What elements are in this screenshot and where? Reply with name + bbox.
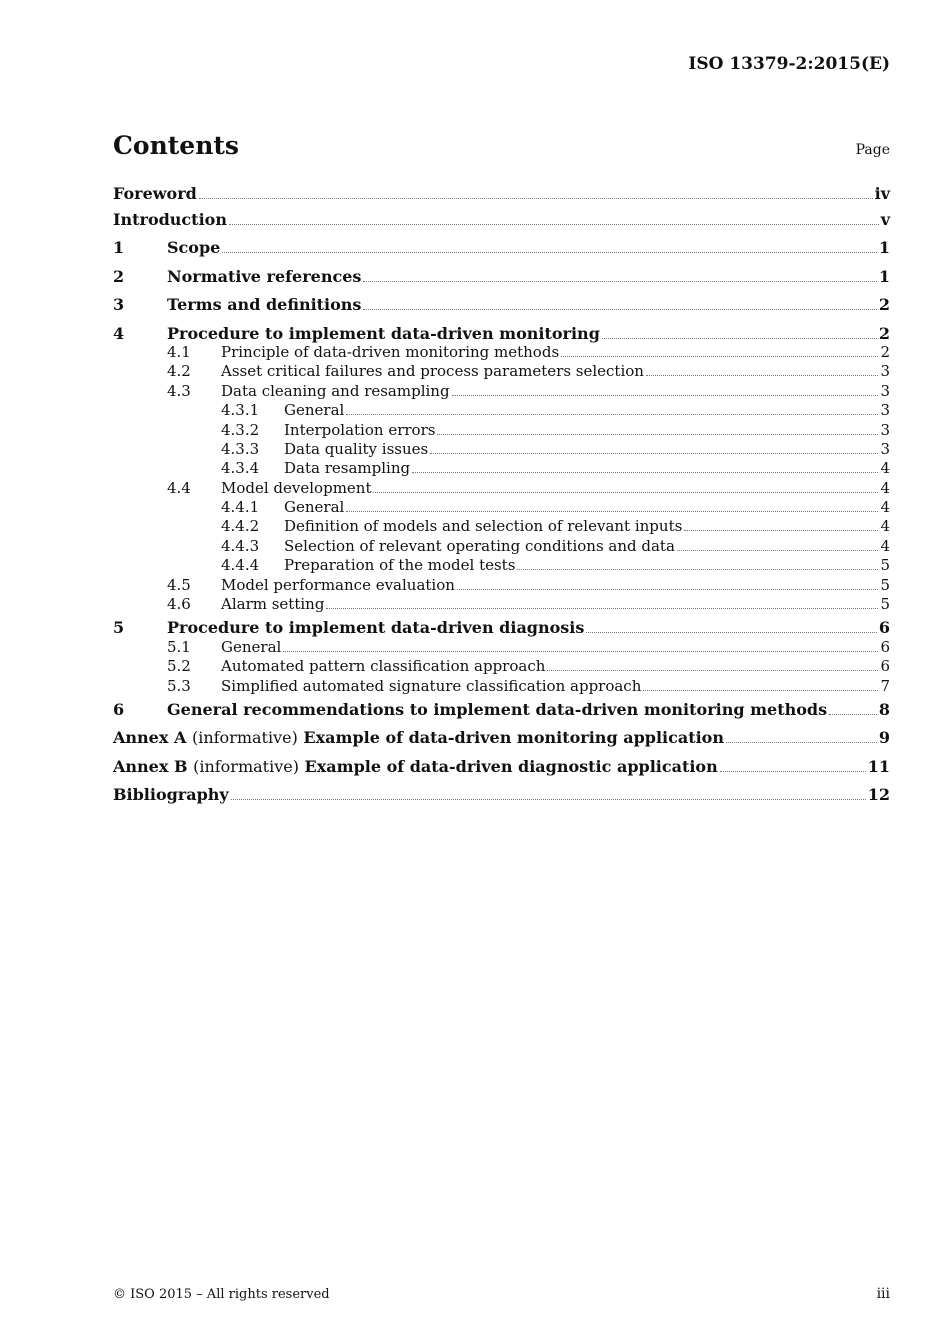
annex-informative-tag: (informative) [191, 728, 298, 748]
toc-entry[interactable] [113, 295, 890, 323]
dot-leader [684, 529, 878, 531]
toc-entry-page: 1 [878, 238, 890, 258]
toc-entry[interactable] [113, 440, 890, 459]
dot-leader [586, 631, 876, 633]
toc-entry-number: 4 [113, 323, 125, 343]
dot-leader [346, 413, 878, 415]
toc-entry-title: Bibliography [113, 785, 229, 805]
toc-entry[interactable] [113, 267, 890, 295]
toc-entry-title: Definition of models and selection of relevant inputs [284, 517, 683, 536]
toc-entry-number: 4.2 [167, 362, 191, 381]
toc-entry[interactable] [113, 757, 890, 785]
toc-entry-page: 4 [880, 517, 890, 536]
annex-title: Example of data-driven monitoring application [303, 728, 724, 748]
dot-leader [452, 394, 879, 396]
toc-entry-page: 2 [878, 323, 890, 343]
toc-entry-page: 5 [880, 556, 890, 575]
toc-entry-page: 4 [880, 478, 890, 497]
toc-entry-page: 4 [880, 498, 890, 517]
toc-entry-page: 2 [878, 295, 890, 315]
toc-entry-title: Data quality issues [284, 439, 429, 458]
toc-entry-number: 6 [113, 699, 125, 719]
toc-entry-title: General [221, 637, 282, 656]
toc-entry-title: Foreword [113, 184, 197, 203]
toc-entry-page: 5 [880, 595, 890, 614]
toc-entry-page: 11 [867, 756, 890, 776]
toc-entry-page: v [880, 210, 890, 229]
toc-entry-number: 3 [113, 295, 125, 315]
toc-entry-title: Procedure to implement data-driven diagnosis [167, 618, 585, 638]
toc-entry-number: 4.4.3 [221, 536, 260, 555]
dot-leader [437, 433, 878, 435]
dot-leader [373, 491, 878, 493]
dot-leader [231, 798, 866, 800]
toc-entry[interactable] [113, 421, 890, 440]
toc-entry-page: 3 [880, 439, 890, 458]
toc-entry[interactable] [113, 728, 890, 756]
toc-entry-page: 6 [880, 637, 890, 656]
annex-label: Annex A [113, 728, 187, 748]
dot-leader [726, 741, 877, 743]
dot-leader [829, 713, 877, 715]
dot-leader [222, 251, 877, 253]
dot-leader [547, 669, 878, 671]
page-column-label: Page [855, 142, 890, 158]
toc-entry-number: 4.3.4 [221, 459, 260, 478]
toc-entry-number: 2 [113, 266, 125, 286]
dot-leader [646, 374, 879, 376]
toc-entry-page: 3 [880, 381, 890, 400]
dot-leader [199, 197, 873, 199]
toc-entry-title: Principle of data-driven monitoring methods [221, 342, 560, 361]
toc-entry-number: 1 [113, 238, 125, 258]
toc-entry-title [113, 728, 724, 747]
toc-entry-page: iv [874, 184, 890, 203]
toc-entry-page: 3 [880, 401, 890, 420]
toc-entry[interactable] [113, 479, 890, 498]
toc-entry[interactable] [113, 184, 890, 210]
dot-leader [457, 588, 879, 590]
toc-entry-number: 5.1 [167, 637, 191, 656]
toc-entry-title: Asset critical failures and process parameters selection [221, 362, 644, 381]
table-of-contents [113, 184, 890, 814]
toc-entry-number: 5 [113, 618, 125, 638]
toc-entry[interactable] [113, 401, 890, 420]
toc-entry[interactable] [113, 700, 890, 728]
toc-entry-title: General recommendations to implement data-driven monitoring methods [167, 699, 828, 719]
toc-entry-page: 3 [880, 362, 890, 381]
toc-entry-page: 3 [880, 420, 890, 439]
toc-entry-title: Terms and definitions [167, 295, 362, 315]
document-id: ISO 13379-2:2015(E) [688, 54, 890, 74]
toc-entry-page: 9 [878, 728, 890, 748]
toc-entry-title: Introduction [113, 210, 227, 229]
toc-entry-title: Model development [221, 478, 372, 497]
toc-entry-number: 4.4 [167, 478, 191, 497]
dot-leader [602, 337, 877, 339]
dot-leader [517, 568, 878, 570]
toc-entry-page: 6 [878, 618, 890, 638]
copyright-notice: © ISO 2015 – All rights reserved [113, 1287, 330, 1302]
toc-entry-title: Selection of relevant operating conditions and data [284, 536, 675, 555]
toc-entry-title: Scope [167, 238, 221, 258]
toc-entry[interactable] [113, 210, 890, 238]
toc-entry[interactable] [113, 638, 890, 657]
toc-entry-number: 4.4.4 [221, 556, 260, 575]
toc-entry[interactable] [113, 459, 890, 478]
toc-entry-title: General [284, 498, 345, 517]
toc-entry-page: 4 [880, 459, 890, 478]
dot-leader [677, 549, 879, 551]
annex-label: Annex B [113, 756, 188, 776]
toc-entry[interactable] [113, 362, 890, 381]
toc-entry[interactable] [113, 498, 890, 517]
toc-entry-title: Alarm setting [221, 595, 325, 614]
toc-entry-number: 4.4.1 [221, 498, 260, 517]
toc-entry-title: Model performance evaluation [221, 575, 455, 594]
toc-entry-title [113, 757, 718, 776]
toc-entry-number: 5.3 [167, 676, 191, 695]
toc-entry[interactable] [113, 537, 890, 556]
toc-entry[interactable] [113, 576, 890, 595]
toc-entry-number: 4.5 [167, 575, 191, 594]
toc-entry[interactable] [113, 382, 890, 401]
toc-entry[interactable] [113, 517, 890, 536]
toc-entry-page: 2 [880, 342, 890, 361]
toc-entry-page: 4 [880, 536, 890, 555]
toc-entry[interactable] [113, 657, 890, 676]
dot-leader [326, 607, 878, 609]
toc-entry[interactable] [113, 785, 890, 813]
toc-entry-page: 5 [880, 575, 890, 594]
toc-entry-number: 4.3.2 [221, 420, 260, 439]
toc-entry-title: Automated pattern classification approach [221, 657, 546, 676]
annex-title: Example of data-driven diagnostic application [304, 756, 718, 776]
toc-entry[interactable] [113, 343, 890, 362]
dot-leader [346, 510, 878, 512]
toc-entry-title: General [284, 401, 345, 420]
dot-leader [363, 280, 876, 282]
toc-entry[interactable] [113, 556, 890, 575]
toc-entry-number: 5.2 [167, 657, 191, 676]
toc-entry-title: Data resampling [284, 459, 411, 478]
dot-leader [229, 223, 879, 225]
dot-leader [430, 452, 878, 454]
toc-entry[interactable] [113, 238, 890, 266]
dot-leader [283, 650, 878, 652]
toc-entry-title: Data cleaning and resampling [221, 381, 450, 400]
toc-entry-page: 12 [867, 785, 890, 805]
toc-entry-title: Preparation of the model tests [284, 556, 516, 575]
dot-leader [561, 355, 878, 357]
toc-entry-number: 4.3.3 [221, 439, 260, 458]
toc-entry-number: 4.1 [167, 342, 191, 361]
dot-leader [412, 471, 878, 473]
toc-entry-title: Normative references [167, 266, 362, 286]
toc-entry-number: 4.6 [167, 595, 191, 614]
toc-entry-title: Procedure to implement data-driven monitoring [167, 323, 600, 343]
annex-informative-tag: (informative) [193, 756, 299, 776]
dot-leader [643, 689, 878, 691]
toc-entry-page: 6 [880, 657, 890, 676]
dot-leader [720, 770, 866, 772]
toc-entry-page: 1 [878, 266, 890, 286]
toc-entry[interactable] [113, 677, 890, 696]
page-number: iii [876, 1286, 890, 1302]
toc-entry[interactable] [113, 595, 890, 614]
toc-entry-page: 8 [878, 699, 890, 719]
toc-entry-number: 4.3 [167, 381, 191, 400]
page-title: Contents [113, 131, 240, 160]
dot-leader [363, 308, 876, 310]
toc-entry-page: 7 [880, 676, 890, 695]
toc-entry-number: 4.4.2 [221, 517, 260, 536]
toc-entry-number: 4.3.1 [221, 401, 260, 420]
toc-entry-title: Interpolation errors [284, 420, 436, 439]
toc-entry-title: Simplified automated signature classification approach [221, 676, 642, 695]
